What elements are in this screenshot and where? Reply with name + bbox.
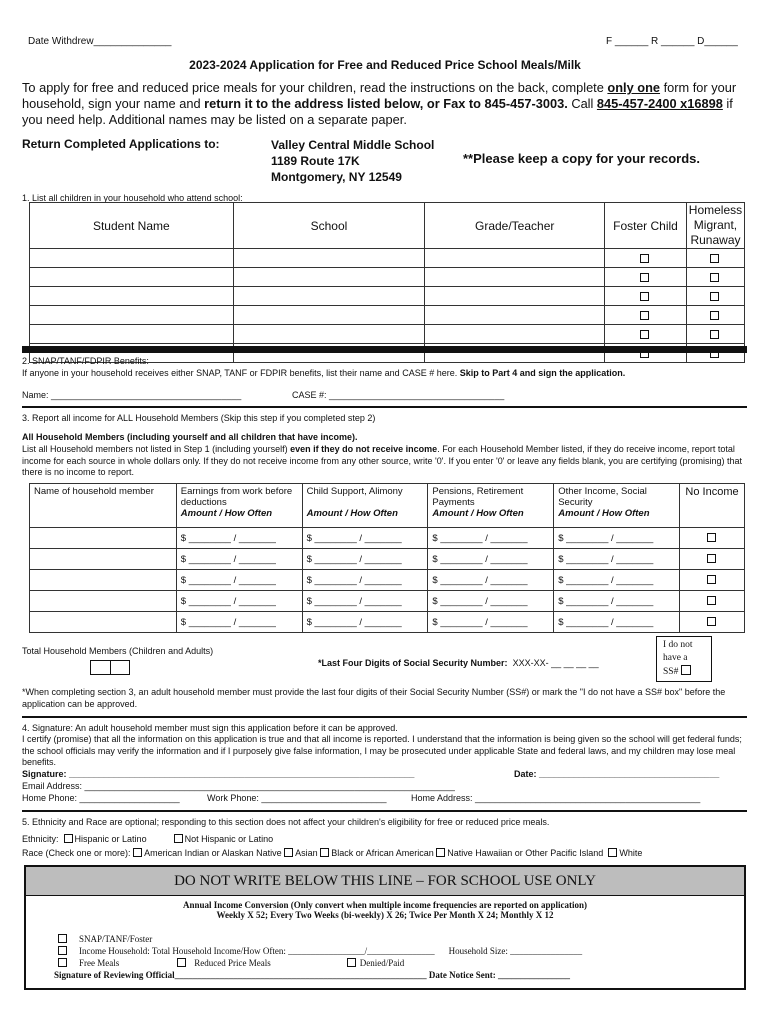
total-members-label: Total Household Members (Children and Adults) — [22, 646, 214, 656]
pension-field[interactable]: $ ________ / _______ — [428, 528, 554, 549]
pension-field[interactable]: $ ________ / _______ — [428, 612, 554, 633]
foster-checkbox[interactable] — [640, 311, 649, 320]
total-members-field[interactable] — [90, 660, 130, 675]
section3-heading: 3. Report all income for ALL Household Members (Skip this step if you completed step 2) — [22, 413, 376, 423]
section5-heading: 5. Ethnicity and Race are optional; responding to this section does not affect your children's eligibility for free or reduced price meals. — [22, 817, 550, 827]
date-notice-sent[interactable]: Date Notice Sent: ________________ — [428, 970, 571, 980]
no-income-checkbox[interactable] — [707, 596, 716, 605]
certification-text: I certify (promise) that all the information on this application is true and that all income is reported. I understand that the information is being given so the school will get federal funds; the school officials may verify the information and if I purposely give false information, I may be prosecuted under applicable State and federal laws, and my children may lose meal benefits. — [22, 734, 742, 767]
foster-checkbox[interactable] — [640, 254, 649, 263]
snap-case-field[interactable]: CASE #: ___________________________________ — [292, 390, 505, 400]
date-field[interactable]: Date: ____________________________________ — [514, 769, 720, 779]
return-label: Return Completed Applications to: — [22, 137, 220, 151]
table-row — [30, 268, 745, 287]
col-school: School — [233, 203, 425, 249]
section3-subheading: All Household Members (including yourself and all children that have income). — [22, 432, 358, 442]
child-support-field[interactable]: $ ________ / _______ — [302, 549, 428, 570]
homeless-checkbox[interactable] — [710, 311, 719, 320]
homeless-checkbox[interactable] — [710, 273, 719, 282]
student-name-field[interactable] — [30, 325, 234, 344]
home-phone-field[interactable]: Home Phone: ____________________ — [22, 793, 180, 803]
earnings-field[interactable]: $ ________ / _______ — [176, 570, 302, 591]
grade-field[interactable] — [425, 268, 605, 287]
table-row — [30, 612, 745, 633]
reduced-price-checkbox[interactable] — [177, 958, 186, 967]
earnings-field[interactable]: $ ________ / _______ — [176, 612, 302, 633]
earnings-field[interactable]: $ ________ / _______ — [176, 549, 302, 570]
no-income-checkbox[interactable] — [707, 554, 716, 563]
race-black-checkbox[interactable] — [320, 848, 329, 857]
income-table — [29, 483, 745, 633]
table-row — [30, 528, 745, 549]
date-withdrew: Date Withdrew______________ — [28, 36, 172, 47]
home-address-field[interactable]: Home Address: _____________________________________________ — [411, 793, 701, 803]
school-use-banner: DO NOT WRITE BELOW THIS LINE – FOR SCHOOL USE ONLY — [26, 867, 744, 896]
snap-tanf-checkbox[interactable] — [58, 934, 67, 943]
earnings-field[interactable]: $ ________ / _______ — [176, 591, 302, 612]
children-table — [29, 202, 745, 363]
homeless-checkbox[interactable] — [710, 330, 719, 339]
table-row — [30, 287, 745, 306]
pension-field[interactable]: $ ________ / _______ — [428, 591, 554, 612]
other-income-field[interactable]: $ ________ / _______ — [554, 612, 680, 633]
other-income-field[interactable]: $ ________ / _______ — [554, 549, 680, 570]
hispanic-checkbox[interactable] — [64, 834, 73, 843]
race-asian-checkbox[interactable] — [284, 848, 293, 857]
child-support-field[interactable]: $ ________ / _______ — [302, 570, 428, 591]
grade-field[interactable] — [425, 306, 605, 325]
student-name-field[interactable] — [30, 306, 234, 325]
ethnicity-row: Ethnicity: Hispanic or Latino Not Hispanic or Latino — [22, 834, 274, 844]
no-income-checkbox[interactable] — [707, 575, 716, 584]
child-support-field[interactable]: $ ________ / _______ — [302, 591, 428, 612]
pension-field[interactable]: $ ________ / _______ — [428, 549, 554, 570]
section-divider — [22, 716, 747, 718]
school-field[interactable] — [233, 268, 425, 287]
child-support-field[interactable]: $ ________ / _______ — [302, 528, 428, 549]
denied-paid-checkbox[interactable] — [347, 958, 356, 967]
race-row: Race (Check one or more): American Indian or Alaskan Native Asian Black or African American Native Hawaiian or Other Pacific Island White — [22, 848, 643, 858]
section2-heading: 2. SNAP/TANF/FDPIR Benefits: — [22, 356, 149, 366]
col-pensions: Pensions, Retirement Payments Amount / How Often — [428, 484, 554, 528]
col-student-name: Student Name — [30, 203, 234, 249]
page-title: 2023-2024 Application for Free and Reduced Price School Meals/Milk — [189, 58, 581, 72]
grade-field[interactable] — [425, 249, 605, 268]
homeless-checkbox[interactable] — [710, 292, 719, 301]
school-field[interactable] — [233, 325, 425, 344]
foster-checkbox[interactable] — [640, 292, 649, 301]
member-name-field[interactable] — [30, 570, 177, 591]
col-foster-child: Foster Child — [605, 203, 687, 249]
col-member-name: Name of household member — [30, 484, 177, 528]
table-row — [30, 549, 745, 570]
section-divider — [22, 810, 747, 812]
income-conversion-title: Annual Income Conversion (Only convert when multiple income frequencies are reported on application) — [183, 900, 587, 910]
child-support-field[interactable]: $ ________ / _______ — [302, 612, 428, 633]
email-field[interactable]: Email Address: __________________________________________________________________________ — [22, 781, 455, 791]
not-hispanic-checkbox[interactable] — [174, 834, 183, 843]
intro-paragraph: To apply for free and reduced price meals for your children, read the instructions on the back, complete only one form for your household, sign your name and return it to the address listed below, or Fax to 845-457-3003. Call 845-457-2400 x16898 if you need help. Additional names may be listed on a separate paper. — [22, 80, 737, 127]
keep-copy-note: **Please keep a copy for your records. — [463, 151, 700, 166]
member-name-field[interactable] — [30, 549, 177, 570]
return-address: Valley Central Middle School 1189 Route 17K Montgomery, NY 12549 — [271, 138, 435, 184]
other-income-field[interactable]: $ ________ / _______ — [554, 570, 680, 591]
ssn-label-row: *Last Four Digits of Social Security Number: XXX-XX- __ __ __ __ — [318, 658, 599, 668]
col-earnings: Earnings from work before deductions Amount / How Often — [176, 484, 302, 528]
other-income-field[interactable]: $ ________ / _______ — [554, 591, 680, 612]
col-homeless: Homeless Migrant, Runaway — [686, 203, 744, 249]
other-income-field[interactable]: $ ________ / _______ — [554, 528, 680, 549]
foster-checkbox[interactable] — [640, 273, 649, 282]
free-meals-checkbox[interactable] — [58, 958, 67, 967]
school-use-panel — [24, 865, 746, 990]
section4-heading: 4. Signature: An adult household member must sign this application before it can be approved. — [22, 723, 398, 733]
ssn-note: *When completing section 3, an adult household member must provide the last four digits of their Social Security Number (SS#) or mark the "I do not have a SS# box" before the application can be approved. — [22, 687, 726, 709]
work-phone-field[interactable]: Work Phone: _________________________ — [207, 793, 387, 803]
table-row — [30, 306, 745, 325]
signature-field[interactable]: Signature: _____________________________________________________________________ — [22, 769, 415, 779]
student-name-field[interactable] — [30, 249, 234, 268]
frd-field: F ______ R ______ D______ — [606, 36, 738, 47]
grade-field[interactable] — [425, 325, 605, 344]
section1-heading: 1. List all children in your household who attend school: — [22, 193, 243, 203]
no-income-checkbox[interactable] — [707, 533, 716, 542]
no-ssn-checkbox[interactable] — [681, 665, 691, 675]
no-ssn-box: I do not have a SS# — [656, 636, 712, 682]
income-conversion-rates: Weekly X 52; Every Two Weeks (bi-weekly) X 26; Twice Per Month X 24; Monthly X 12 — [216, 910, 554, 920]
homeless-checkbox[interactable] — [710, 254, 719, 263]
member-name-field[interactable] — [30, 528, 177, 549]
school-field[interactable] — [233, 287, 425, 306]
col-other-income: Other Income, Social Security Amount / How Often — [554, 484, 680, 528]
col-grade-teacher: Grade/Teacher — [425, 203, 605, 249]
table-row — [30, 591, 745, 612]
school-use-checklist: SNAP/TANF/Foster Income Household: Total Household Income/How Often: _________________/_______________ Household Size: ________________ Free Meals Reduced Price Meals Denied/Paid Signature of Reviewing Official________________________________________________________ Date Notice Sent: ________________ — [54, 934, 583, 980]
student-name-field[interactable] — [30, 287, 234, 306]
foster-checkbox[interactable] — [640, 330, 649, 339]
earnings-field[interactable]: $ ________ / _______ — [176, 528, 302, 549]
col-child-support: Child Support, Alimony Amount / How Often — [302, 484, 428, 528]
race-american-indian-checkbox[interactable] — [133, 848, 142, 857]
table-row — [30, 570, 745, 591]
pension-field[interactable]: $ ________ / _______ — [428, 570, 554, 591]
member-name-field[interactable] — [30, 591, 177, 612]
section-divider-thick — [22, 346, 747, 353]
section3-instructions: List all Household members not listed in Step 1 (including yourself) even if they do not receive income. For each Household Member listed, if they do receive income, report total income for each source in whole dollars only. If they do not receive income from any other source, write '0'. If you enter '0' or leave any fields blank, you are certifying (promising) that there is no income to report. — [22, 444, 743, 477]
snap-name-field[interactable]: Name: ______________________________________ — [22, 390, 242, 400]
income-household-checkbox[interactable] — [58, 946, 67, 955]
table-row — [30, 325, 745, 344]
student-name-field[interactable] — [30, 268, 234, 287]
reviewing-official-signature[interactable]: Signature of Reviewing Official________________________________________________________ — [54, 970, 427, 980]
member-name-field[interactable] — [30, 612, 177, 633]
race-white-checkbox[interactable] — [608, 848, 617, 857]
grade-field[interactable] — [425, 287, 605, 306]
section-divider — [22, 406, 747, 408]
table-row — [30, 249, 745, 268]
race-pacific-islander-checkbox[interactable] — [436, 848, 445, 857]
col-no-income: No Income — [680, 484, 745, 528]
school-field[interactable] — [233, 306, 425, 325]
section2-text: If anyone in your household receives either SNAP, TANF or FDPIR benefits, list their name and CASE # here. Skip to Part 4 and sign the application. — [22, 368, 626, 378]
school-field[interactable] — [233, 249, 425, 268]
no-income-checkbox[interactable] — [707, 617, 716, 626]
